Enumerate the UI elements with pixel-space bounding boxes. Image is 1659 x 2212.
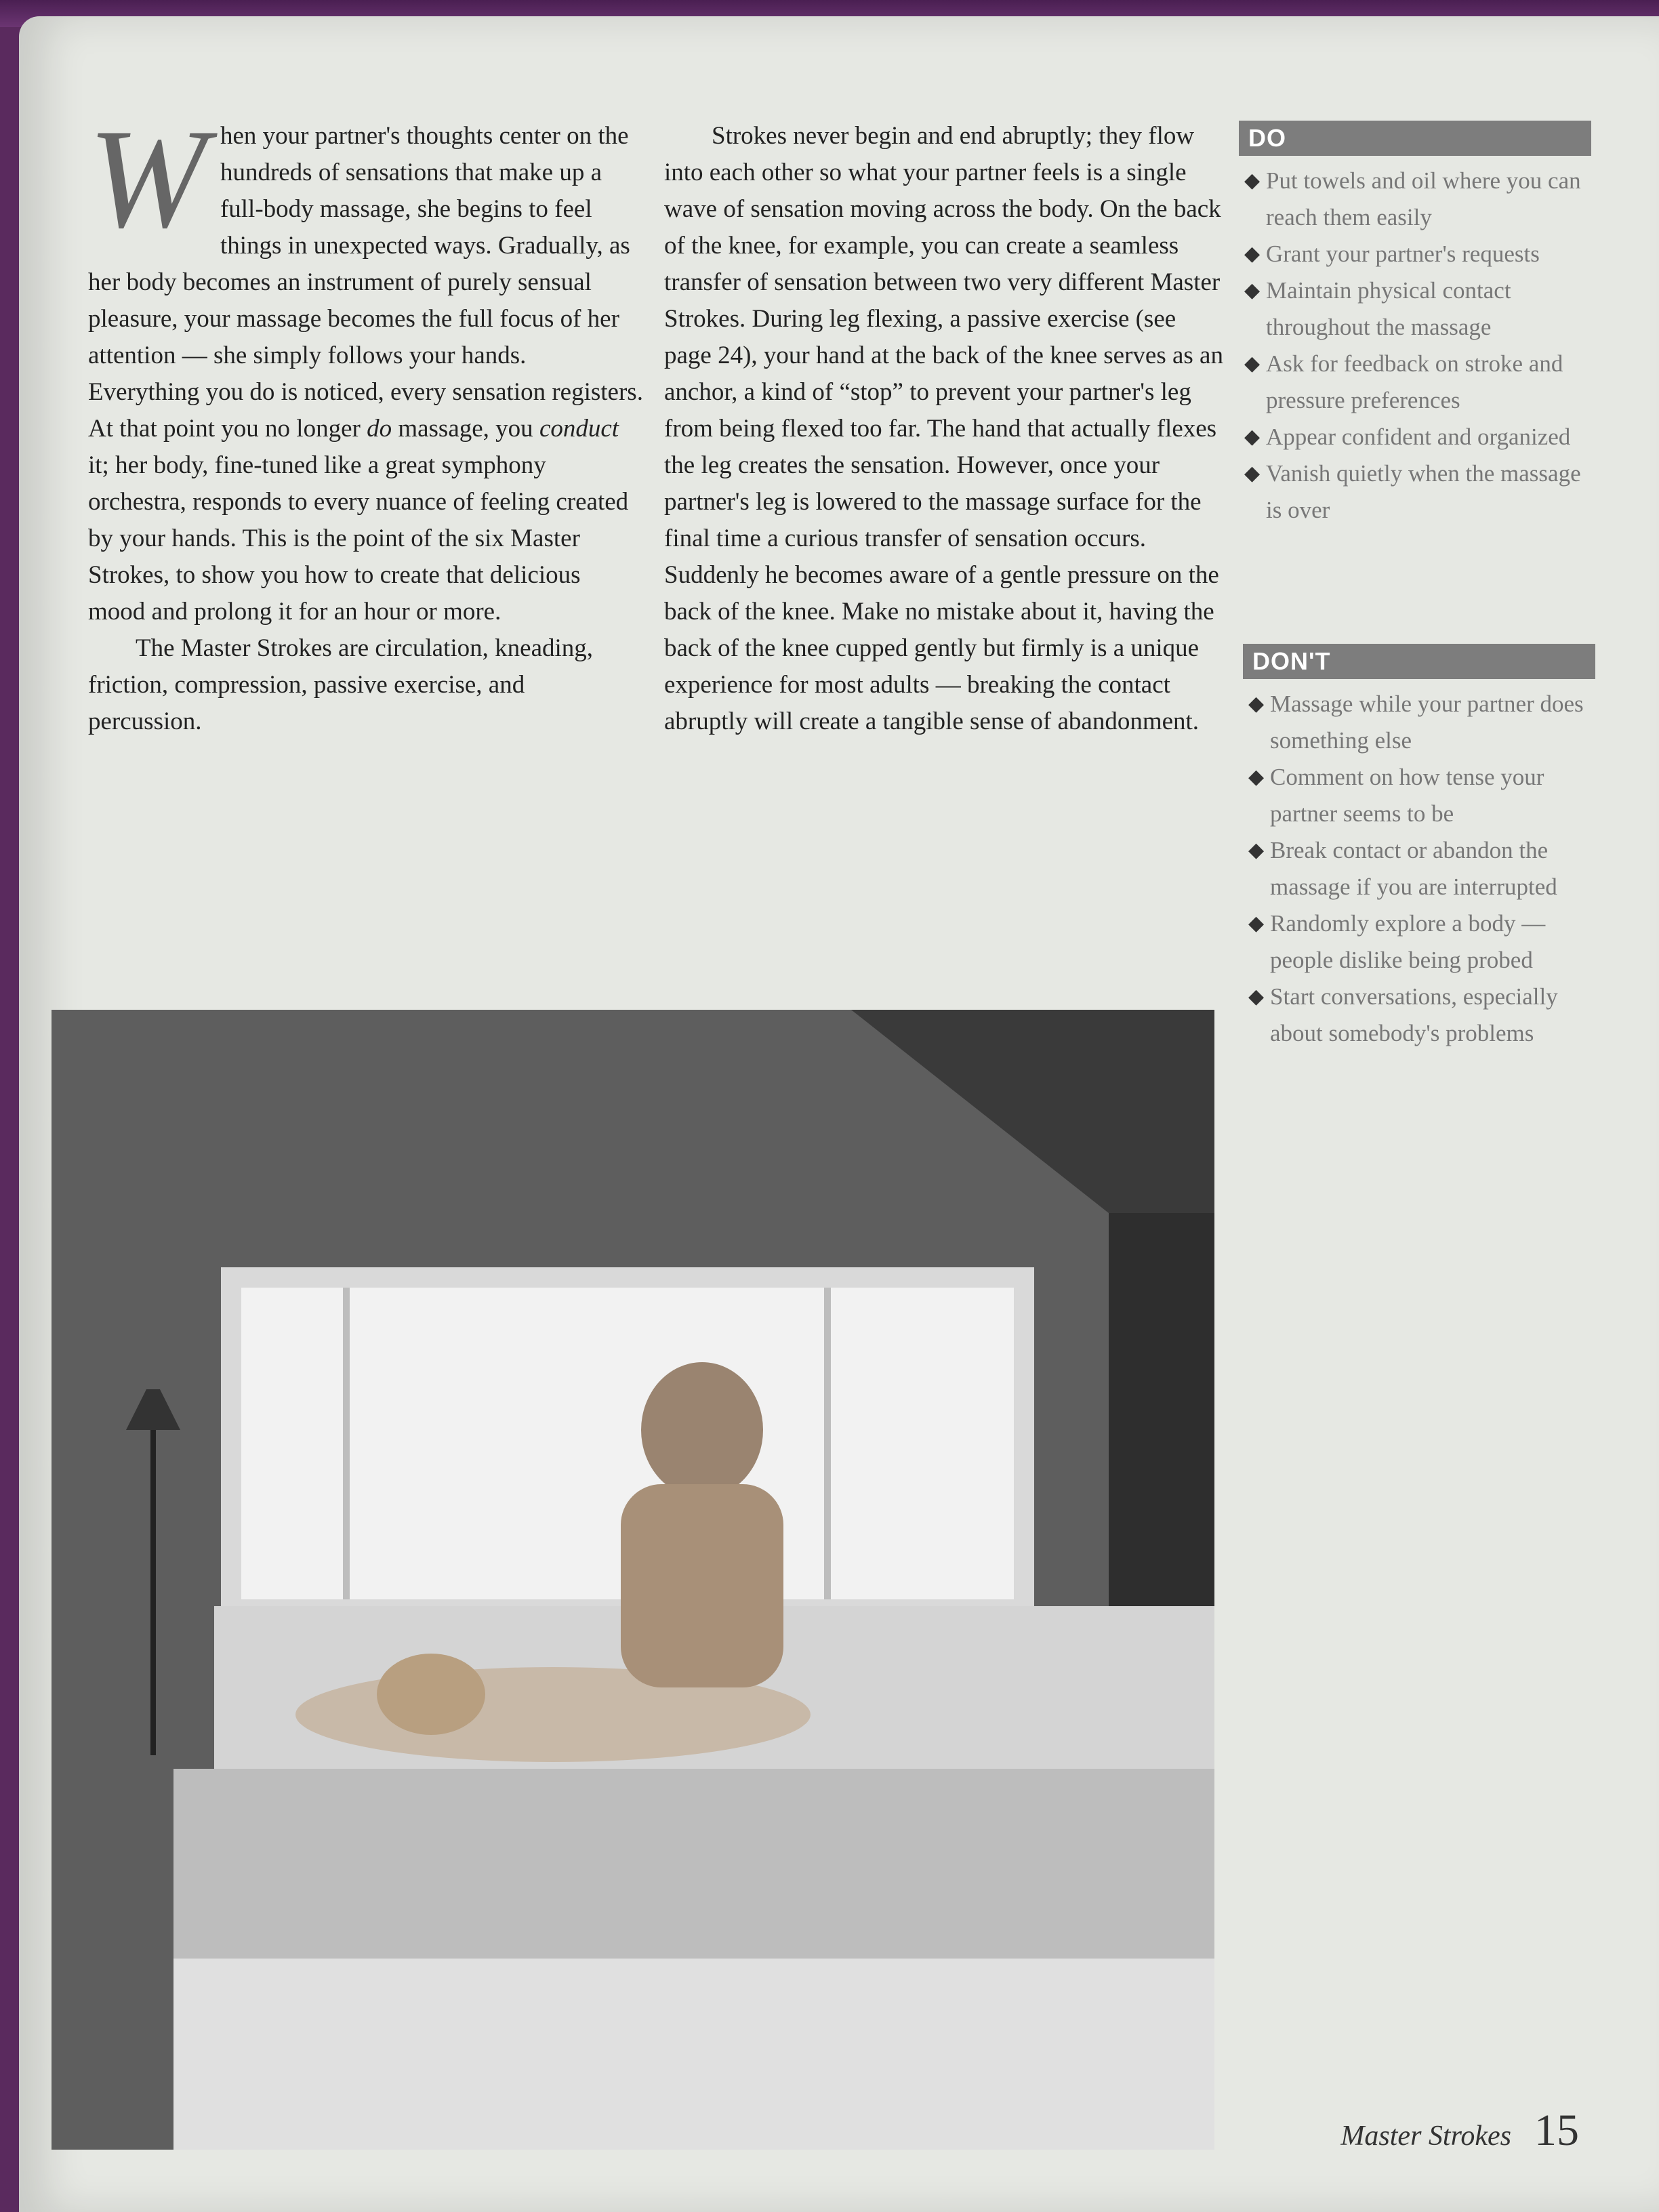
section-title: Master Strokes: [1340, 2121, 1511, 2152]
diamond-bullet-icon: ◆: [1244, 279, 1261, 302]
dont-header: DON'T: [1243, 644, 1595, 679]
strokes-flow-paragraph: Strokes never begin and end abruptly; they flow into each other so what your partner feels is a single wave of sensation moving across the body. On the back of the knee, for example, you can create a seamless transfer of sensation between two very different Master Strokes. During leg flexing, a passive exercise (see page 24), your hand at the back of the knee serves as an anchor, a kind of “stop” to prevent your partner's leg from being flexed too far. The hand that actually flexes the leg creates the sensation. However, once your partner's leg is lowered to the massage surface for the final time a curious transfer of sensation occurs. Suddenly he becomes aware of a gentle pressure on the back of the knee. Make no mistake about it, having the back of the knee cupped gently but firmly is a unique experience for most adults — breaking the contact abruptly will create a tangible sense of abandonment.: [664, 122, 1223, 735]
strokes-list-paragraph: The Master Strokes are circulation, kneading, friction, compression, passive exercise, and percussion.: [88, 634, 594, 735]
book-page: [19, 16, 1659, 2212]
diamond-bullet-icon: ◆: [1248, 766, 1265, 788]
dont-item: ◆ Randomly explore a body — people dislike being probed: [1243, 905, 1595, 979]
intro-paragraph: When your partner's thoughts center on the hundreds of sensations that make up a full-body massage, she begins to feel things in unexpected ways. Gradually, as her body becomes an instrument of purely sensual pleasure, your massage becomes the full focus of her attention — she simply follows your hands. Everything you do is noticed, every sensation registers. At that point you no longer do massage, you conduct it; her body, fine-tuned like a great symphony orchestra, responds to every nuance of feeling created by your hands. This is the point of the six Master Strokes, to show you how to create that delicious mood and prolong it for an hour or more.: [88, 100, 643, 626]
do-list: [1239, 163, 1591, 529]
do-item: ◆ Put towels and oil where you can reach them easily: [1239, 163, 1591, 236]
diamond-bullet-icon: ◆: [1248, 693, 1265, 715]
do-item: ◆ Grant your partner's requests: [1239, 236, 1591, 272]
dont-item: ◆ Comment on how tense your partner seems to be: [1243, 759, 1595, 832]
article-column-right: [664, 118, 1223, 740]
do-item: ◆ Maintain physical contact throughout the massage: [1239, 272, 1591, 346]
do-sidebar: [1239, 121, 1591, 529]
dont-item: ◆ Start conversations, especially about somebody's problems: [1243, 979, 1595, 1052]
do-item: ◆ Appear confident and organized: [1239, 419, 1591, 455]
diamond-bullet-icon: ◆: [1244, 462, 1261, 485]
diamond-bullet-icon: ◆: [1244, 243, 1261, 265]
drop-cap: W: [88, 100, 207, 258]
do-item: ◆ Vanish quietly when the massage is over: [1239, 455, 1591, 529]
do-item: ◆ Ask for feedback on stroke and pressure preferences: [1239, 346, 1591, 419]
diamond-bullet-icon: ◆: [1244, 352, 1261, 375]
diamond-bullet-icon: ◆: [1248, 912, 1265, 935]
dont-item: ◆ Massage while your partner does something else: [1243, 686, 1595, 759]
diamond-bullet-icon: ◆: [1248, 839, 1265, 861]
diamond-bullet-icon: ◆: [1248, 985, 1265, 1008]
diamond-bullet-icon: ◆: [1244, 426, 1261, 448]
dont-list: [1243, 686, 1595, 1052]
bedroom-massage-photo: [52, 1010, 1214, 2150]
article-column-left: [88, 100, 644, 740]
do-header: DO: [1239, 121, 1591, 156]
page-footer: [1340, 2105, 1579, 2156]
dont-item: ◆ Break contact or abandon the massage if you are interrupted: [1243, 832, 1595, 905]
dont-sidebar: [1243, 644, 1595, 1052]
photo-illustration: [52, 1010, 1214, 2150]
diamond-bullet-icon: ◆: [1244, 169, 1261, 192]
page-number: 15: [1534, 2106, 1579, 2155]
